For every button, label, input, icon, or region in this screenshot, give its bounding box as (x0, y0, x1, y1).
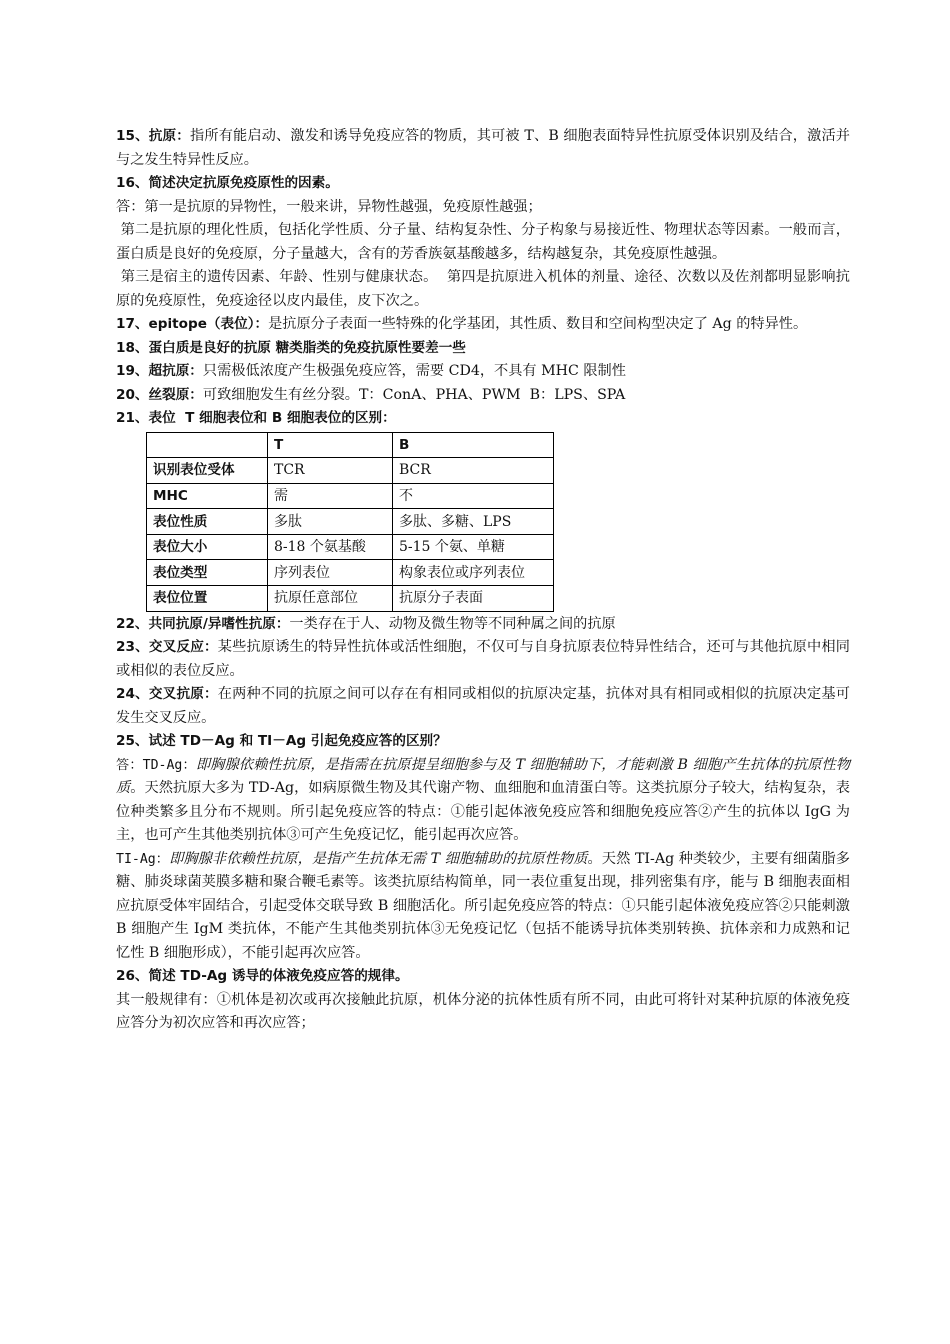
term-title: 20、丝裂原： (116, 386, 203, 403)
section-26-answer: 其一般规律有：①机体是初次或再次接触此抗原，机体分泌的抗体性质有所不同，由此可将针对某种抗原的体液免疫应答分为初次应答和再次应答； (116, 991, 850, 1032)
table-header-cell (147, 432, 268, 458)
table-row (147, 560, 554, 586)
table-row-label: 表位类型 (147, 560, 268, 586)
table-row-label: MHC (147, 483, 268, 509)
table-header-cell: B (393, 432, 554, 458)
table-row-label: 表位大小 (147, 534, 268, 560)
table-cell: 8-18 个氨基酸 (268, 534, 393, 560)
definition-text: 是抗原分子表面一些特殊的化学基团，其性质、数目和空间构型决定了 Ag 的特异性。 (268, 316, 808, 332)
term-title: 24、交叉抗原： (116, 686, 218, 703)
section-20 (116, 384, 850, 408)
section-25-ti-answer (116, 848, 850, 966)
table-row (147, 483, 554, 509)
section-21-heading: 21、表位 T 细胞表位和 B 细胞表位的区别： (116, 410, 396, 426)
table-cell: 不 (393, 483, 554, 509)
table-row (147, 586, 554, 612)
section-23 (116, 636, 850, 683)
section-18: 18、蛋白质是良好的抗原 糖类脂类的免疫抗原性要差一些 (116, 339, 466, 356)
term-title: 15、抗原： (116, 128, 191, 144)
table-cell: 序列表位 (268, 560, 393, 586)
term-title: 23、交叉反应： (116, 639, 218, 656)
table-cell: 5-15 个氨、单糖 (393, 534, 554, 560)
ti-ag-description: 。天然 TI-Ag 种类较少，主要有细菌脂多糖、肺炎球菌荚膜多糖和聚合鞭毛素等。该类抗原结构简单，同一表位重复出现，排列密集有序，能与 B 细胞表面相应抗原受体牢固结合，引起受体交联导致 B 细胞活化。所引起免疫应答的特点：①只能引起体液免疫应答②只能刺激 B 细胞产生 IgM 类抗体，不能产生其他类别抗体③无免疫记忆（包括不能诱导抗体类别转换、抗体亲和力成熟和记忆性 B 细胞形成），不能引起再次应答。 (116, 850, 850, 961)
table-row (147, 534, 554, 560)
table-header-row (147, 432, 554, 458)
section-15 (116, 125, 850, 172)
ti-ag-definition: 即胸腺非依赖性抗原，是指产生抗体无需 T 细胞辅助的抗原性物质 (169, 850, 588, 867)
term-title: 17、epitope（表位）： (116, 316, 269, 332)
table-cell: 抗原分子表面 (393, 586, 554, 612)
ti-ag-label: TI-Ag： (116, 851, 170, 867)
definition-text: 某些抗原诱生的特异性抗体或活性细胞，不仅可与自身抗原表位特异性结合，还可与其他抗原中相同或相似的表位反应。 (116, 639, 850, 679)
section-19 (116, 360, 850, 384)
table-row (147, 509, 554, 535)
section-25-td-answer (116, 754, 850, 848)
td-ag-definition: 即胸腺依赖性抗原，是指需在抗原提呈细胞参与及 T 细胞辅助下，才能刺激 B 细胞产生抗体的抗原性物质 (116, 756, 851, 797)
table-row (147, 458, 554, 484)
term-title: 22、共同抗原/异嗜性抗原： (116, 615, 290, 632)
section-16-answer-2: 第二是抗原的理化性质，包括化学性质、分子量、结构复杂性、分子构象与易接近性、物理状态等因素。一般而言，蛋白质是良好的免疫原，分子量越大，含有的芳香族氨基酸越多，结构越复杂，其免疫原性越强。 (116, 222, 850, 262)
table-cell: 多肽、多糖、LPS (393, 509, 554, 535)
table-header-cell: T (268, 432, 393, 458)
epitope-comparison-table (146, 432, 554, 612)
definition-text: 指所有能启动、激发和诱导免疫应答的物质，其可被 T、B 细胞表面特异性抗原受体识别及结合，激活并与之发生特异性反应。 (116, 128, 850, 168)
section-26-heading: 26、简述 TD-Ag 诱导的体液免疫应答的规律。 (116, 968, 409, 985)
table-cell: BCR (393, 458, 554, 484)
section-16-answer-1: 答：第一是抗原的异物性，一般来讲，异物性越强，免疫原性越强； (116, 198, 542, 215)
table-row-label: 识别表位受体 (147, 458, 268, 484)
definition-text: 在两种不同的抗原之间可以存在有相同或相似的抗原决定基，抗体对具有相同或相似的抗原决定基可发生交叉反应。 (116, 686, 850, 726)
term-title: 19、超抗原： (116, 363, 203, 379)
section-25-heading: 25、试述 TD－Ag 和 TI－Ag 引起免疫应答的区别？ (116, 733, 447, 750)
table-row-label: 表位性质 (147, 509, 268, 535)
section-24 (116, 683, 850, 730)
td-ag-label: 答：TD-Ag： (116, 757, 196, 773)
section-16-answer-3: 第三是宿主的遗传因素、年龄、性别与健康状态。 第四是抗原进入机体的剂量、途径、次数以及佐剂都明显影响抗原的免疫原性，免疫途径以皮内最佳，皮下次之。 (116, 269, 850, 309)
td-ag-description: 。天然抗原大多为 TD-Ag，如病原微生物及其代谢产物、血细胞和血清蛋白等。这类抗原分子较大，结构复杂，表位种类繁多且分布不规则。所引起免疫应答的特点：①能引起体液免疫应答和细胞免疫应答②产生的抗体以 IgG 为主，也可产生其他类别抗体③可产生免疫记忆，能引起再次应答。 (116, 780, 850, 844)
table-cell: 构象表位或序列表位 (393, 560, 554, 586)
table-cell: 抗原任意部位 (268, 586, 393, 612)
definition-text: 可致细胞发生有丝分裂。T：ConA、PHA、PWM B：LPS、SPA (202, 386, 626, 403)
table-cell: 需 (268, 483, 393, 509)
section-17 (116, 313, 850, 337)
table-row-label: 表位位置 (147, 586, 268, 612)
section-16-heading: 16、简述决定抗原免疫原性的因素。 (116, 175, 339, 191)
definition-text: 只需极低浓度产生极强免疫应答，需要 CD4，不具有 MHC 限制性 (202, 363, 626, 379)
table-cell: TCR (268, 458, 393, 484)
definition-text: 一类存在于人、动物及微生物等不同种属之间的抗原 (289, 615, 616, 632)
section-22 (116, 613, 850, 637)
table-cell: 多肽 (268, 509, 393, 535)
